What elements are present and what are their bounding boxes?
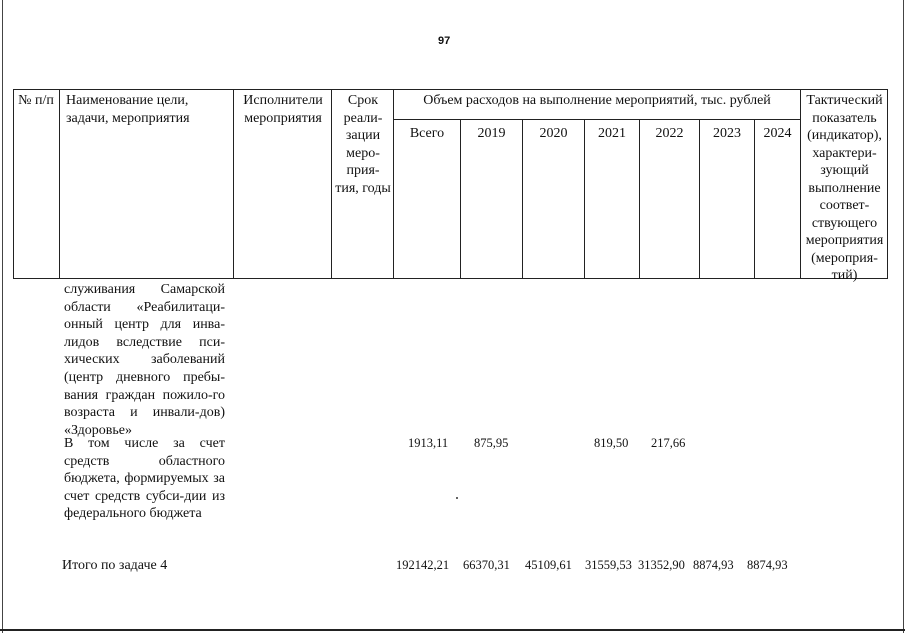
- table-header: [13, 89, 888, 283]
- row-3-2024: 8874,93: [747, 558, 788, 572]
- row-3-2021: 31559,53: [585, 558, 632, 572]
- scan-speck: [456, 497, 458, 499]
- row-3-name: Итого по задаче 4: [62, 558, 168, 573]
- header-num: № п/п: [18, 93, 54, 108]
- header-executors: Исполнители мероприятия: [243, 93, 323, 126]
- row-2-2022: 217,66: [651, 436, 686, 450]
- header-2022: 2022: [655, 126, 684, 141]
- row-3-2023: 8874,93: [693, 558, 734, 572]
- row-2-name: В том числе за счет средств областного бюджета, формируемых за счет средств субси-дии из федерального бюджета: [64, 436, 225, 522]
- header-name: Наименование цели, задачи, мероприятия: [66, 93, 190, 126]
- row-3-2022: 31352,90: [638, 558, 685, 572]
- page-left-edge: [2, 0, 3, 633]
- row-2-2019: 875,95: [474, 436, 509, 450]
- row-3-total: 192142,21: [396, 558, 450, 572]
- row-3-2020: 45109,61: [525, 558, 572, 572]
- header-2023: 2023: [713, 126, 741, 141]
- page-right-edge: [903, 0, 904, 633]
- row-2-total: 1913,11: [408, 436, 449, 450]
- header-2021: 2021: [598, 126, 626, 141]
- header-2019: 2019: [477, 126, 506, 141]
- header-2024: 2024: [763, 126, 792, 141]
- header-volume: Объем расходов на выполнение мероприятий, тыс. рублей: [423, 93, 771, 108]
- page-number: 97: [438, 35, 451, 47]
- row-2-2021: 819,50: [594, 436, 629, 450]
- page-bottom-edge: [0, 629, 905, 631]
- header-period: Срок реали-зации меро-прия-тия, годы: [335, 93, 391, 196]
- row-3-2019: 66370,31: [463, 558, 510, 572]
- header-total: Всего: [409, 126, 445, 141]
- header-indicator: Тактический показатель (индикатор), характери-зующий выполнение соответ-ствующего мероприятия (мероприя-тий): [805, 93, 884, 283]
- row-1-name: служивания Самарской области «Реабилитаци-онный центр для инва-лидов вследствие пси-хических заболеваний (центр дневного пребы-вания граждан пожило-го возраста и инвали-дов) «Здоровье»: [64, 282, 225, 438]
- header-2020: 2020: [539, 126, 568, 141]
